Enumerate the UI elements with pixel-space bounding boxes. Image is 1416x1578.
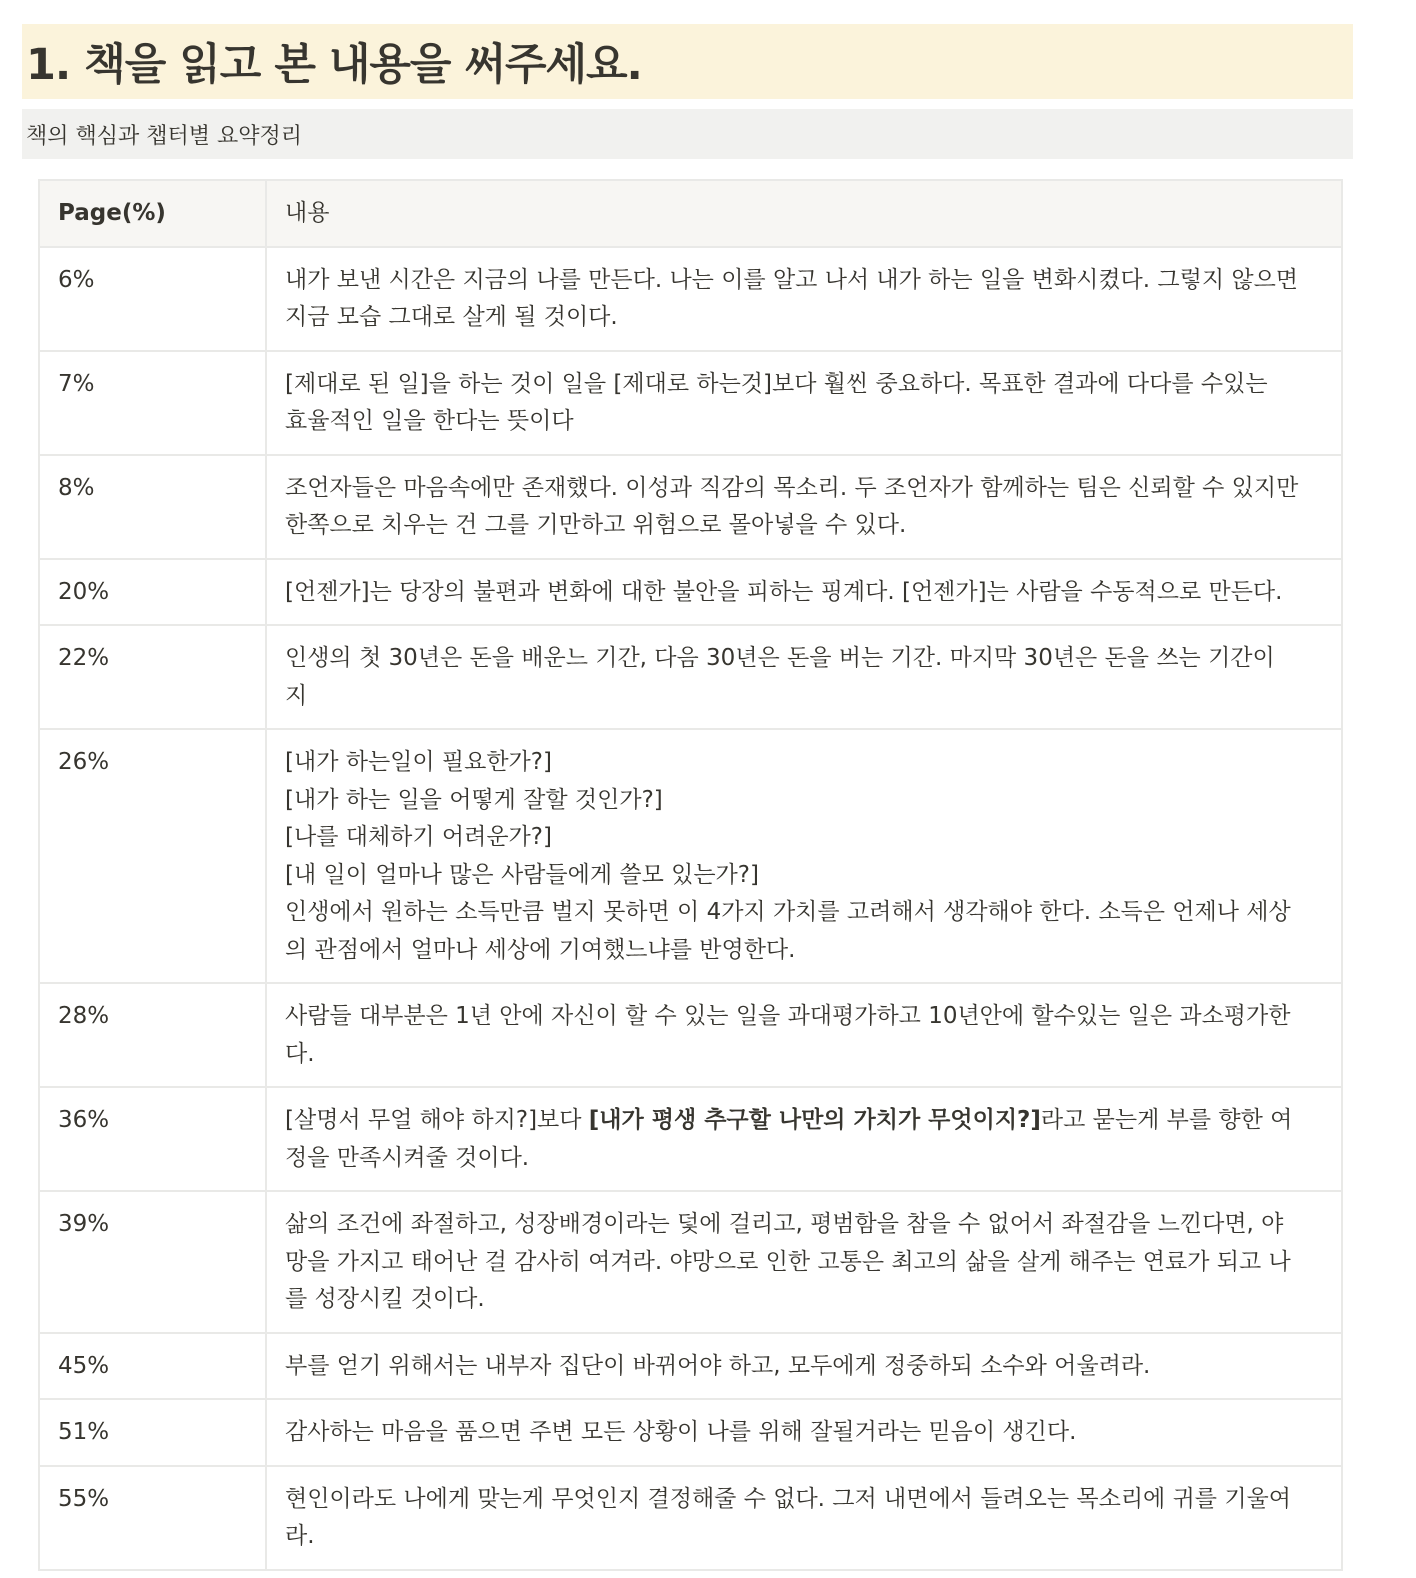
- content-cell: [266, 1399, 1342, 1466]
- content-line: [언젠가]는 당장의 불편과 변화에 대한 불안을 피하는 핑계다. [언젠가]는 사람을 수동적으로 만든다.: [285, 578, 1283, 605]
- table-row: [39, 625, 1342, 729]
- content-line: 사람들 대부분은 1년 안에 자신이 할 수 있는 일을 과대평가하고 10년안에 할수있는 일은 과소평가한: [285, 1003, 1291, 1029]
- content-line: [내가 하는 일을 어떻게 잘할 것인가?]: [285, 786, 663, 813]
- content-cell: [266, 559, 1342, 626]
- content-cell: [266, 351, 1342, 455]
- table-row: [39, 1399, 1342, 1466]
- content-line: [나를 대체하기 어려운가?]: [285, 824, 552, 850]
- summary-table: [38, 179, 1343, 1571]
- subtitle-block: [22, 109, 1353, 159]
- content-cell: [266, 625, 1342, 729]
- content-line: 정을 만족시켜줄 것이다.: [285, 1144, 530, 1171]
- page-column-header: Page(%): [39, 180, 266, 247]
- table-row: [39, 1087, 1342, 1191]
- content-text: [살명서 무얼 해야 하지?]보다: [285, 1107, 589, 1133]
- content-line: [내 일이 얼마나 많은 사람들에게 쓸모 있는가?]: [285, 861, 759, 888]
- content-cell: [266, 455, 1342, 559]
- content-line: 망을 가지고 태어난 걸 감사히 여겨라. 야망으로 인한 고통은 최고의 삶을 살게 해주는 연료가 되고 나: [285, 1248, 1291, 1275]
- content-line: 한쪽으로 치우는 건 그를 기만하고 위험으로 몰아넣을 수 있다.: [285, 512, 907, 538]
- content-line: 조언자들은 마음속에만 존재했다. 이성과 직감의 목소리. 두 조언자가 함께하는 팀은 신뢰할 수 있지만: [285, 474, 1299, 501]
- content-line: [285, 1102, 1323, 1140]
- page-cell: 36%: [39, 1087, 266, 1191]
- content-cell: [266, 1333, 1342, 1400]
- table-row: [39, 455, 1342, 559]
- content-column-header: 내용: [266, 180, 1342, 247]
- content-cell: [266, 1466, 1342, 1570]
- content-line: 지금 모습 그대로 살게 될 것이다.: [285, 304, 618, 330]
- content-line: 삶의 조건에 좌절하고, 성장배경이라는 덫에 걸리고, 평범함을 참을 수 없어서 좌절감을 느낀다면, 야: [285, 1211, 1284, 1237]
- table-row: [39, 559, 1342, 626]
- table-row: [39, 351, 1342, 455]
- content-line: 의 관점에서 얼마나 세상에 기여했느냐를 반영한다.: [285, 936, 796, 963]
- page-cell: 51%: [39, 1399, 266, 1466]
- page-cell: 45%: [39, 1333, 266, 1400]
- content-cell: [266, 729, 1342, 983]
- page-cell: 28%: [39, 983, 266, 1087]
- page-cell: 6%: [39, 247, 266, 351]
- table-row: [39, 729, 1342, 983]
- content-line: 를 성장시킬 것이다.: [285, 1286, 485, 1312]
- table-row: [39, 247, 1342, 351]
- content-line: [제대로 된 일]을 하는 것이 일을 [제대로 하는것]보다 훨씬 중요하다. 목표한 결과에 다다를 수있는: [285, 370, 1268, 397]
- content-line: 감사하는 마음을 품으면 주변 모든 상황이 나를 위해 잘될거라는 믿음이 생긴다.: [285, 1419, 1077, 1445]
- heading-block: [22, 24, 1353, 99]
- page-cell: 8%: [39, 455, 266, 559]
- page-title: 1. 책을 읽고 본 내용을 써주세요.: [26, 40, 642, 90]
- content-line: 내가 보낸 시간은 지금의 나를 만든다. 나는 이를 알고 나서 내가 하는 일을 변화시켰다. 그렇지 않으면: [285, 266, 1299, 293]
- content-cell: [266, 1191, 1342, 1333]
- content-line: 현인이라도 나에게 맞는게 무엇인지 결정해줄 수 없다. 그저 내면에서 들려오는 목소리에 귀를 기울여: [285, 1485, 1291, 1512]
- page-cell: 39%: [39, 1191, 266, 1333]
- page-cell: 55%: [39, 1466, 266, 1570]
- subtitle-text: 책의 핵심과 챕터별 요약정리: [26, 123, 303, 149]
- table-row: [39, 983, 1342, 1087]
- table-row: [39, 1333, 1342, 1400]
- content-text: 라고 묻는게 부를 향한 여: [1040, 1107, 1293, 1133]
- page-cell: 7%: [39, 351, 266, 455]
- content-line: 다.: [285, 1040, 315, 1067]
- content-cell: [266, 983, 1342, 1087]
- page-cell: 20%: [39, 559, 266, 626]
- content-line: 지: [285, 682, 308, 709]
- content-cell: [266, 1087, 1342, 1191]
- content-line: 인생의 첫 30년은 돈을 배운느 기간, 다음 30년은 돈을 버는 기간. 마지막 30년은 돈을 쓰는 기간이: [285, 645, 1275, 671]
- table-header-row: [39, 180, 1342, 247]
- content-line: 부를 얻기 위해서는 내부자 집단이 바뀌어야 하고, 모두에게 정중하되 소수와 어울려라.: [285, 1352, 1151, 1379]
- page-cell: 22%: [39, 625, 266, 729]
- page-cell: 26%: [39, 729, 266, 983]
- emphasized-text: [내가 평생 추구할 나만의 가치가 무엇이지?]: [588, 1107, 1041, 1133]
- content-line: 라.: [285, 1523, 315, 1549]
- table-row: [39, 1466, 1342, 1570]
- content-line: 효율적인 일을 한다는 뜻이다: [285, 408, 574, 434]
- content-line: [내가 하는일이 필요한가?]: [285, 749, 552, 775]
- content-line: 인생에서 원하는 소득만큼 벌지 못하면 이 4가지 가치를 고려해서 생각해야 한다. 소득은 언제나 세상: [285, 899, 1291, 925]
- table-row: [39, 1191, 1342, 1333]
- content-cell: [266, 247, 1342, 351]
